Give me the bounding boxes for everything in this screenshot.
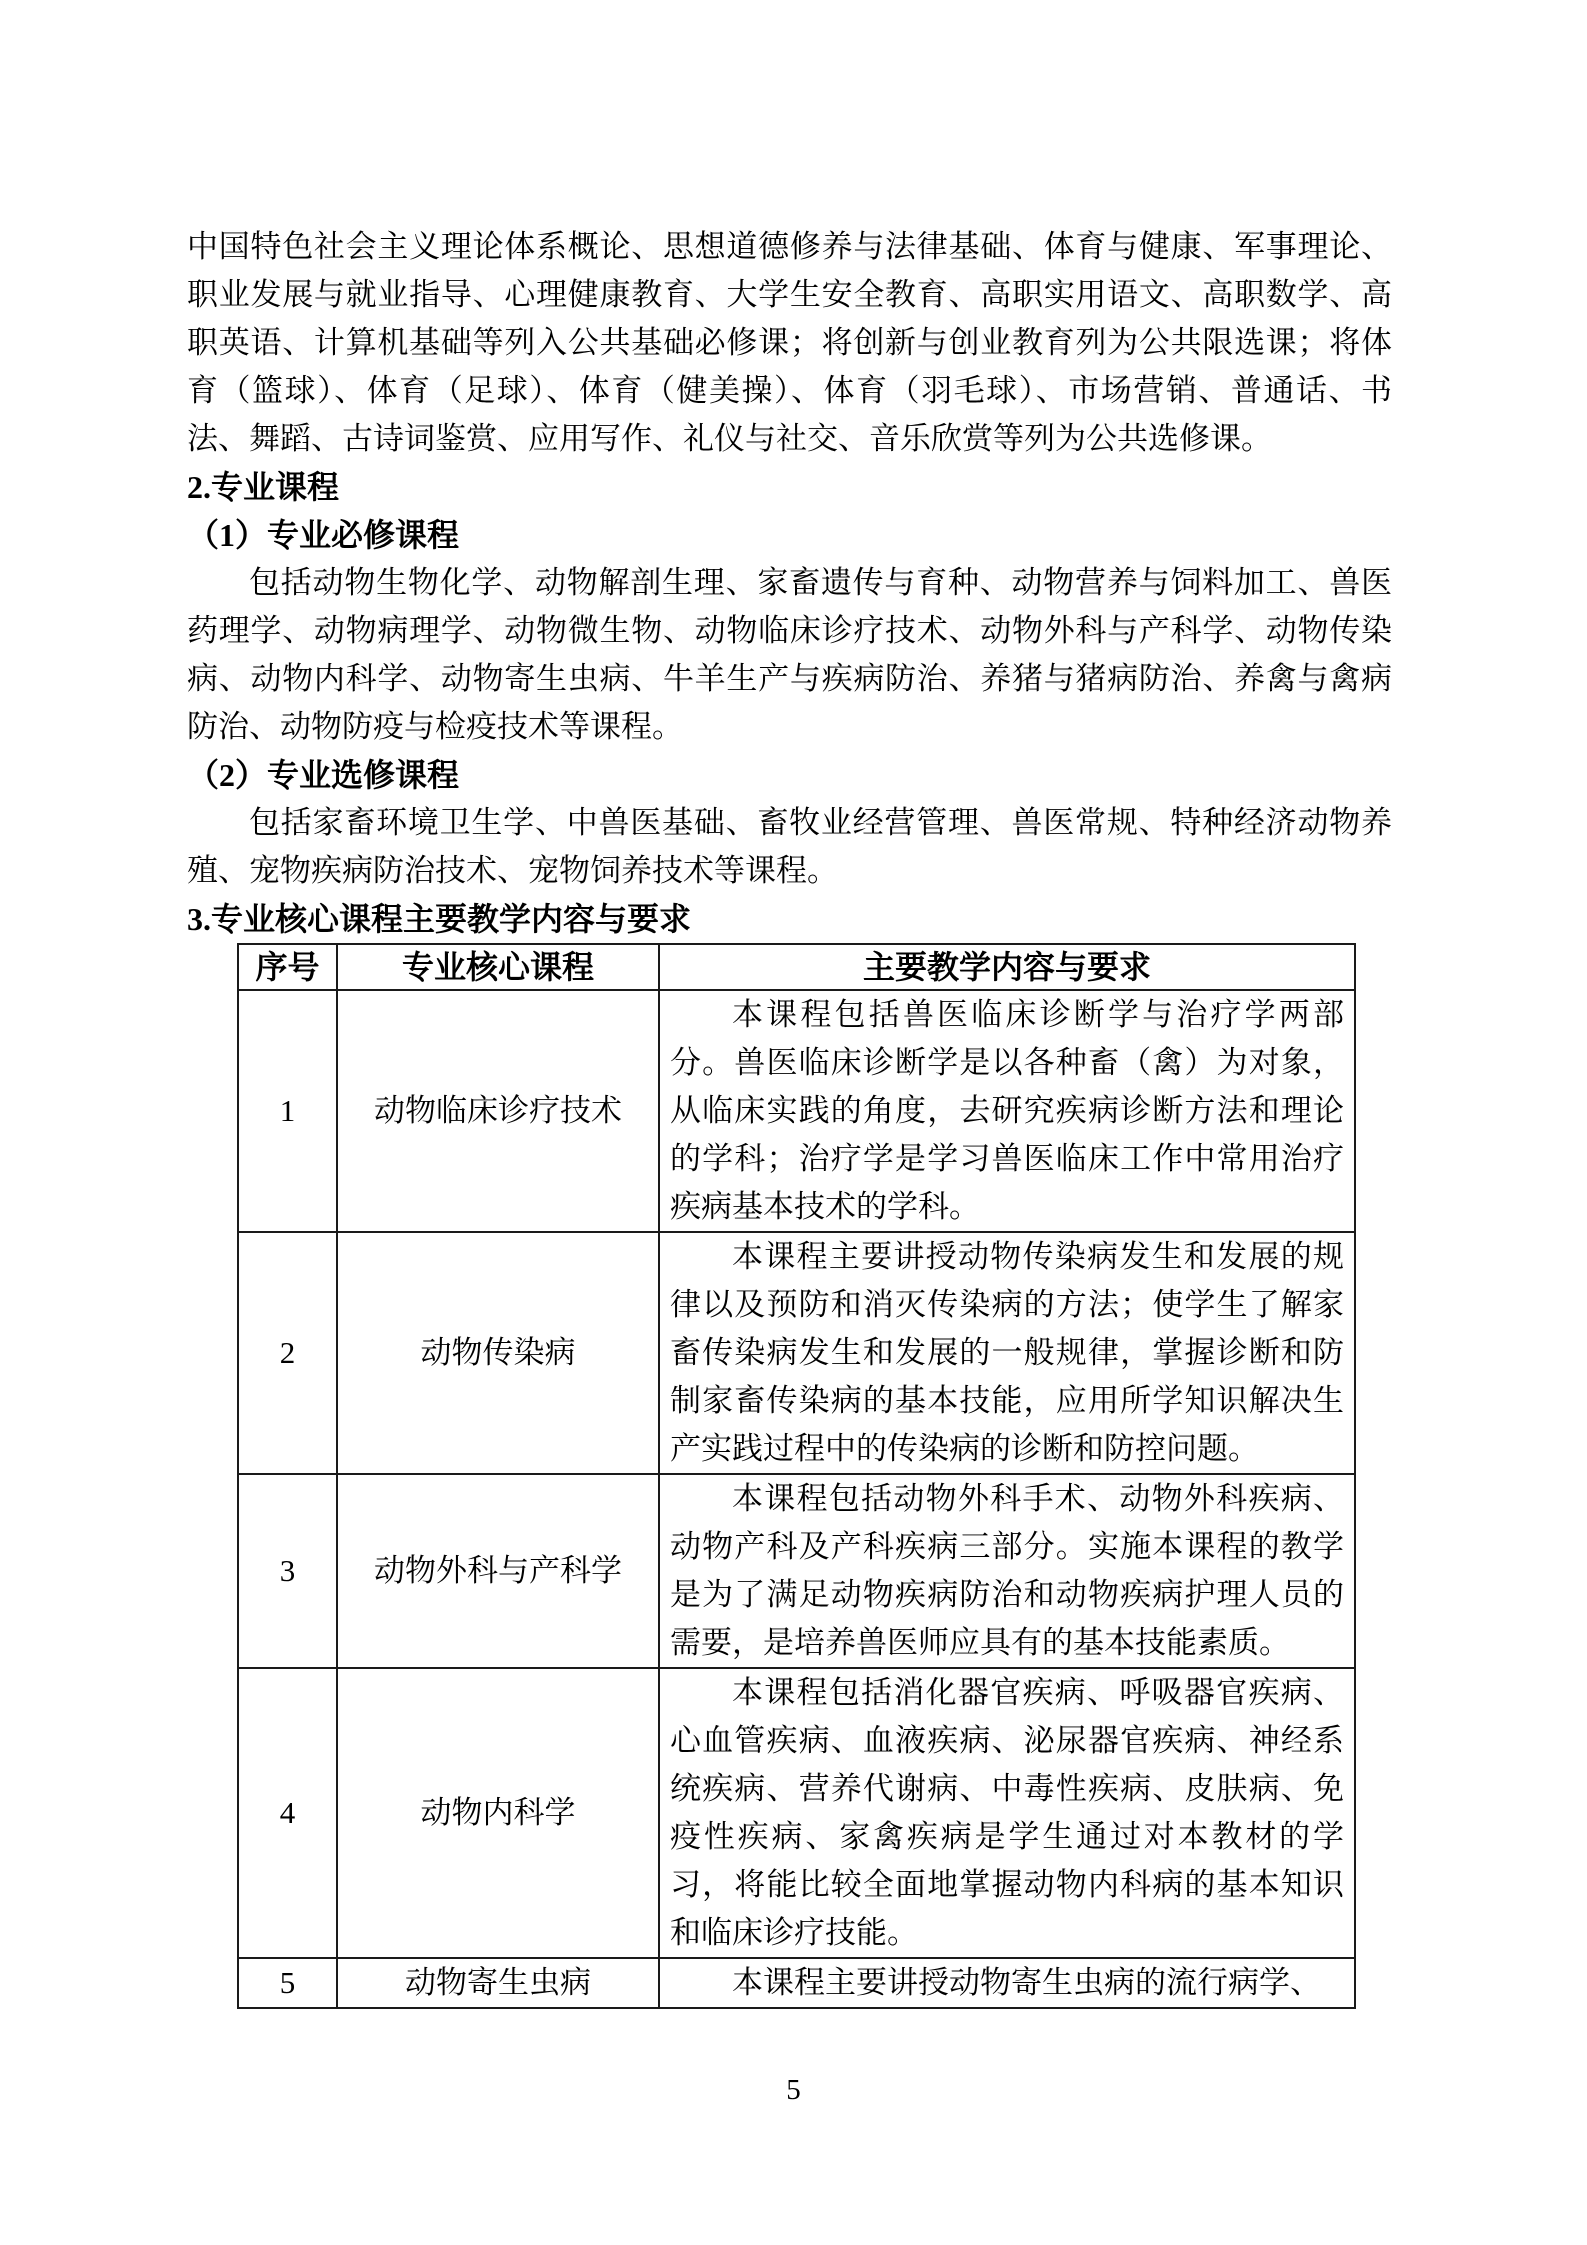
course-name: 动物外科与产科学 [337,1474,659,1668]
heading-core-course-table: 3.专业核心课程主要教学内容与要求 [187,901,692,937]
document-body [187,223,1392,2009]
course-content: 本课程主要讲授动物传染病发生和发展的规律以及预防和消灭传染病的方法；使学生了解家畜传染病发生和发展的一般规律，掌握诊断和防制家畜传染病的基本技能，应用所学知识解决生产实践过程中的传染病的诊断和防控问题。 [659,1232,1355,1474]
row-number: 5 [238,1958,337,2008]
paragraph-public-courses: 中国特色社会主义理论体系概论、思想道德修养与法律基础、体育与健康、军事理论、职业发展与就业指导、心理健康教育、大学生安全教育、高职实用语文、高职数学、高职英语、计算机基础等列入公共基础必修课；将创新与创业教育列为公共限选课；将体育（篮球）、体育（足球）、体育（健美操）、体育（羽毛球）、市场营销、普通话、书法、舞蹈、古诗词鉴赏、应用写作、礼仪与社交、音乐欣赏等列为公共选修课。 [187,229,1392,456]
page-number: 5 [786,2074,801,2106]
row-number: 2 [238,1232,337,1474]
course-name: 动物寄生虫病 [337,1958,659,2008]
course-name: 动物内科学 [337,1668,659,1958]
table-row [238,1958,1355,2008]
table-row [238,1232,1355,1474]
table-row [238,1474,1355,1668]
heading-required-courses: （1）专业必修课程 [187,517,460,553]
table-row [238,1668,1355,1958]
column-header-course: 专业核心课程 [337,944,659,990]
row-number: 1 [238,990,337,1232]
table-header-row [238,944,1355,990]
row-number: 3 [238,1474,337,1668]
table-row [238,990,1355,1232]
column-header-content: 主要教学内容与要求 [659,944,1355,990]
course-content: 本课程主要讲授动物寄生虫病的流行病学、 [659,1958,1355,2008]
heading-elective-courses: （2）专业选修课程 [187,757,460,793]
course-name: 动物临床诊疗技术 [337,990,659,1232]
core-courses-table [237,943,1356,2009]
course-content: 本课程包括动物外科手术、动物外科疾病、动物产科及产科疾病三部分。实施本课程的教学是为了满足动物疾病防治和动物疾病护理人员的需要，是培养兽医师应具有的基本技能素质。 [659,1474,1355,1668]
course-name: 动物传染病 [337,1232,659,1474]
course-content: 本课程包括消化器官疾病、呼吸器官疾病、心血管疾病、血液疾病、泌尿器官疾病、神经系统疾病、营养代谢病、中毒性疾病、皮肤病、免疫性疾病、家禽疾病是学生通过对本教材的学习，将能比较全面地掌握动物内科病的基本知识和临床诊疗技能。 [659,1668,1355,1958]
column-header-number: 序号 [238,944,337,990]
heading-major-courses: 2.专业课程 [187,469,340,505]
row-number: 4 [238,1668,337,1958]
paragraph-elective-courses: 包括家畜环境卫生学、中兽医基础、畜牧业经营管理、兽医常规、特种经济动物养殖、宠物疾病防治技术、宠物饲养技术等课程。 [187,805,1392,888]
course-content: 本课程包括兽医临床诊断学与治疗学两部分。兽医临床诊断学是以各种畜（禽）为对象，从临床实践的角度，去研究疾病诊断方法和理论的学科；治疗学是学习兽医临床工作中常用治疗疾病基本技术的学科。 [659,990,1355,1232]
paragraph-required-courses: 包括动物生物化学、动物解剖生理、家畜遗传与育种、动物营养与饲料加工、兽医药理学、动物病理学、动物微生物、动物临床诊疗技术、动物外科与产科学、动物传染病、动物内科学、动物寄生虫病、牛羊生产与疾病防治、养猪与猪病防治、养禽与禽病防治、动物防疫与检疫技术等课程。 [187,565,1392,744]
